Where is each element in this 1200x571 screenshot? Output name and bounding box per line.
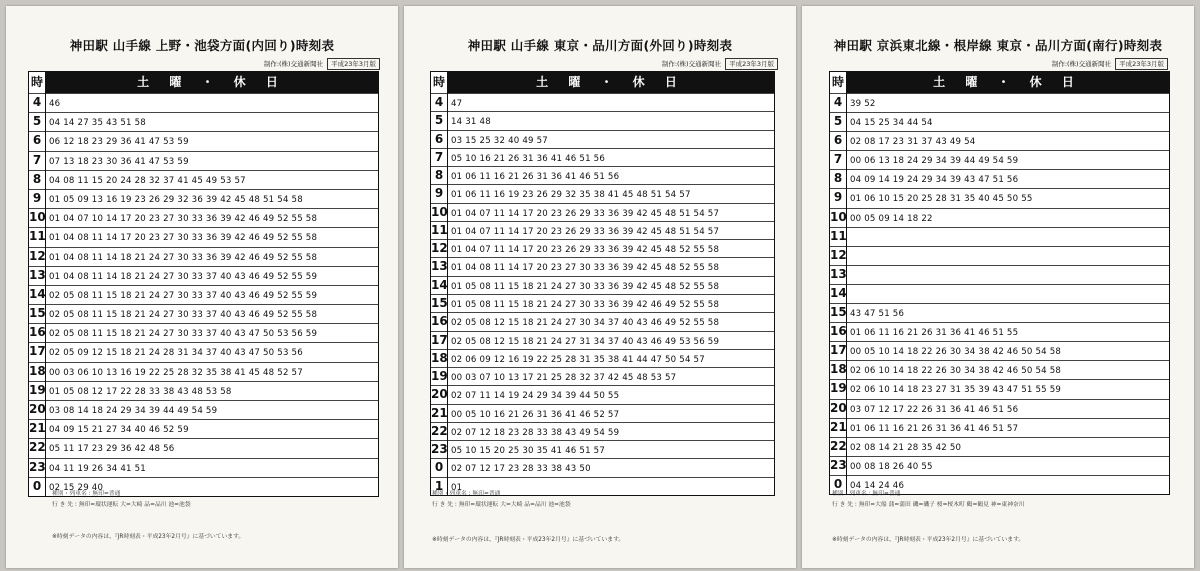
table-row (830, 131, 1169, 151)
hour-cell: 5 (431, 111, 448, 129)
hour-cell: 9 (431, 184, 448, 202)
legend (432, 489, 571, 511)
hour-cell: 19 (830, 379, 847, 398)
minutes-cell: 01 04 07 10 14 17 20 23 27 30 33 36 39 42 46 49 52 55 58 (49, 214, 318, 225)
minutes-cell: 05 10 16 21 26 31 36 41 46 51 56 (451, 153, 606, 164)
legend-destination: 行 き 先 : 無印=大船 蒲=蒲田 磯=磯子 桜=桜木町 鶴=鶴見 神=東神奈川 (832, 502, 1025, 508)
hour-cell: 13 (29, 266, 46, 285)
hour-cell: 20 (29, 400, 46, 419)
day-type-header: 土 曜 ・ 休 日 (137, 75, 286, 89)
table-row (431, 111, 774, 130)
table-row (431, 294, 774, 313)
hour-cell: 20 (830, 399, 847, 418)
hour-cell: 10 (431, 203, 448, 221)
table-header (29, 72, 378, 94)
hour-cell: 19 (29, 381, 46, 400)
minutes-cell: 46 (49, 99, 61, 109)
hour-cell: 4 (29, 93, 46, 112)
table-row (830, 246, 1169, 266)
timetable-grid (430, 71, 775, 496)
minutes-cell: 04 11 19 26 34 41 51 (49, 463, 146, 474)
minutes-cell (850, 284, 1169, 303)
hour-cell: 18 (29, 362, 46, 381)
table-row (29, 419, 378, 439)
hour-cell: 10 (830, 208, 847, 227)
hour-cell: 11 (431, 221, 448, 239)
table-row (29, 438, 378, 458)
hour-cell: 9 (29, 189, 46, 208)
hour-cell: 5 (29, 112, 46, 131)
hour-cell: 7 (830, 150, 847, 169)
hour-cell: 21 (830, 418, 847, 437)
minutes-cell: 00 03 07 10 13 17 21 25 28 32 37 42 45 48 53 57 (451, 373, 677, 384)
table-row (830, 150, 1169, 170)
minutes-cell: 04 15 25 34 44 54 (850, 118, 933, 129)
minutes-cell: 01 04 07 11 14 17 20 23 26 29 33 36 39 42 45 48 52 55 58 (451, 245, 720, 256)
maker-name: 制作:(株)交通新聞社 (263, 60, 324, 68)
table-row (830, 379, 1169, 399)
minutes-cell: 00 05 10 16 21 26 31 36 41 46 52 57 (451, 409, 620, 420)
minutes-cell: 02 08 14 21 28 35 42 50 (850, 442, 962, 453)
table-row (431, 440, 774, 459)
table-row (29, 381, 378, 401)
table-row (431, 422, 774, 441)
minutes-cell: 04 09 14 19 24 29 34 39 43 47 51 56 (850, 175, 1019, 186)
table-row (29, 189, 378, 209)
hour-cell: 5 (830, 112, 847, 131)
table-row (830, 208, 1169, 228)
hour-cell: 12 (830, 246, 847, 265)
hour-cell: 12 (29, 247, 46, 266)
table-row (29, 151, 378, 171)
timetable-sheet-keihin-tohoku (802, 6, 1194, 568)
maker-credit (662, 58, 778, 70)
minutes-cell: 00 05 10 14 18 22 26 30 34 38 42 46 50 54 58 (850, 347, 1062, 358)
table-row (830, 437, 1169, 457)
table-row (830, 284, 1169, 304)
minutes-cell: 02 05 08 11 15 18 21 24 27 30 33 37 40 43 46 49 52 55 58 (49, 310, 318, 321)
table-row (431, 93, 774, 112)
sheet-title: 神田駅 山手線 東京・品川方面(外回り)時刻表 (467, 38, 733, 53)
table-row (431, 458, 774, 477)
table-row (431, 221, 774, 240)
table-row (29, 400, 378, 420)
legend-destination: 行 き 先 : 無印=環状運転 大=大崎 品=品川 池=池袋 (52, 502, 191, 508)
hour-cell: 7 (29, 151, 46, 170)
table-row (431, 349, 774, 368)
hour-cell: 11 (830, 227, 847, 246)
minutes-cell: 02 05 08 12 15 18 21 24 27 31 34 37 40 43 46 49 53 56 59 (451, 336, 720, 347)
minutes-cell: 01 05 08 11 15 18 21 24 27 30 33 36 39 42 46 49 52 55 58 (451, 300, 720, 310)
hour-cell: 4 (431, 93, 448, 111)
table-row (830, 341, 1169, 361)
minutes-cell: 02 06 10 14 18 23 27 31 35 39 43 47 51 55 59 (850, 385, 1062, 396)
table-row (830, 360, 1169, 380)
minutes-cell: 00 03 06 10 13 16 19 22 25 28 32 35 38 41 45 48 52 57 (49, 367, 303, 378)
hour-cell: 17 (830, 341, 847, 360)
table-row (29, 227, 378, 247)
hour-cell: 6 (431, 130, 448, 148)
hour-cell: 22 (431, 422, 448, 440)
minutes-cell: 01 04 08 11 14 18 21 24 27 30 33 36 39 42 46 49 52 55 58 (49, 252, 318, 263)
legend-train-type: 種別・列車名 : 無印=普通 (832, 491, 901, 497)
hour-cell: 16 (29, 323, 46, 342)
hour-cell: 1 (431, 477, 448, 495)
hour-cell: 14 (830, 284, 847, 303)
hour-cell: 15 (431, 294, 448, 312)
hour-cell: 10 (29, 208, 46, 227)
minutes-cell: 04 08 11 15 20 24 28 32 37 41 45 49 53 57 (49, 175, 246, 186)
minutes-cell: 02 05 08 12 15 18 21 24 27 30 34 37 40 43 46 49 52 55 58 (451, 318, 720, 329)
minutes-cell: 01 05 09 13 16 19 23 26 29 32 36 39 42 45 48 51 54 58 (49, 194, 303, 205)
minutes-cell: 01 04 07 11 14 17 20 23 26 29 33 36 39 42 45 48 51 54 57 (451, 208, 720, 219)
hour-column-header: 時 (29, 72, 46, 93)
table-row (431, 166, 774, 185)
hour-cell: 23 (431, 440, 448, 458)
minutes-cell: 03 15 25 32 40 49 57 (451, 135, 548, 146)
table-row (29, 285, 378, 305)
minutes-cell: 01 06 11 16 19 23 26 29 32 35 38 41 45 48 51 54 57 (451, 190, 691, 201)
hour-cell: 11 (29, 227, 46, 246)
minutes-cell: 02 07 11 14 19 24 29 34 39 44 50 55 (451, 391, 620, 402)
minutes-cell: 02 08 17 23 31 37 43 49 54 (850, 137, 976, 148)
footnote: ※時刻データの内容は、『JR時刻表・平成23年2月号』に基づいています。 (432, 537, 625, 543)
table-row (830, 227, 1169, 247)
minutes-cell: 02 07 12 17 23 28 33 38 43 50 (451, 464, 591, 475)
maker-name: 制作:(株)交通新聞社 (1051, 60, 1112, 68)
edition-badge: 平成23年3月版 (327, 58, 380, 70)
minutes-cell: 14 31 48 (451, 117, 491, 128)
hour-cell: 18 (431, 349, 448, 367)
minutes-cell (850, 246, 1169, 265)
table-row (830, 456, 1169, 476)
minutes-cell: 01 06 10 15 20 25 28 31 35 40 45 50 55 (850, 194, 1033, 205)
hour-cell: 21 (29, 419, 46, 438)
table-row (29, 323, 378, 343)
hour-cell: 23 (29, 458, 46, 477)
hour-cell: 13 (431, 257, 448, 275)
table-row (431, 148, 774, 167)
table-row (830, 93, 1169, 113)
hour-cell: 22 (830, 437, 847, 456)
hour-column-header: 時 (431, 72, 448, 93)
minutes-cell: 05 11 17 23 29 36 42 48 56 (49, 444, 175, 455)
table-row (431, 331, 774, 350)
hour-cell: 12 (431, 239, 448, 257)
hour-cell: 7 (431, 148, 448, 166)
table-row (431, 257, 774, 276)
table-row (830, 303, 1169, 323)
minutes-cell: 01 06 11 16 21 26 31 36 41 46 51 57 (850, 423, 1019, 434)
minutes-cell: 02 06 10 14 18 22 26 30 34 38 42 46 50 54 58 (850, 366, 1062, 377)
minutes-cell: 01 04 07 11 14 17 20 23 26 29 33 36 39 42 45 48 51 54 57 (451, 226, 720, 237)
hour-cell: 16 (830, 322, 847, 341)
hour-cell: 15 (830, 303, 847, 322)
legend-destination: 行 き 先 : 無印=環状運転 大=大崎 品=品川 池=池袋 (432, 502, 571, 508)
legend-train-type: 種別・列車名 : 無印=普通 (52, 491, 121, 497)
timetable-grid (829, 71, 1170, 495)
minutes-cell: 02 05 08 11 15 18 21 24 27 30 33 37 40 43 46 49 52 55 59 (49, 290, 318, 301)
table-row (431, 385, 774, 404)
table-row (431, 312, 774, 331)
minutes-cell: 01 04 08 11 14 18 21 24 27 30 33 37 40 43 46 49 52 55 59 (49, 271, 318, 282)
table-row (830, 169, 1169, 189)
maker-credit (264, 58, 380, 70)
table-row (830, 322, 1169, 342)
minutes-cell: 39 52 (850, 99, 876, 109)
table-row (29, 458, 378, 478)
hour-cell: 20 (431, 385, 448, 403)
minutes-cell: 01 05 08 12 17 22 28 33 38 43 48 53 58 (49, 386, 232, 397)
minutes-cell (850, 227, 1169, 246)
table-row (431, 239, 774, 258)
table-row (29, 170, 378, 190)
sheet-title: 神田駅 山手線 上野・池袋方面(内回り)時刻表 (69, 38, 335, 53)
hour-cell: 15 (29, 304, 46, 323)
table-row (830, 265, 1169, 285)
hour-cell: 19 (431, 367, 448, 385)
legend (52, 489, 191, 511)
table-row (431, 367, 774, 386)
minutes-cell: 01 06 11 16 21 26 31 36 41 46 51 56 (451, 172, 620, 183)
day-type-header: 土 曜 ・ 休 日 (536, 75, 685, 89)
minutes-cell: 07 13 18 23 30 36 41 47 53 59 (49, 156, 189, 167)
hour-cell: 14 (431, 276, 448, 294)
sheet-title: 神田駅 京浜東北線・根岸線 東京・品川方面(南行)時刻表 (833, 38, 1163, 53)
table-header (431, 72, 774, 94)
maker-credit (1052, 58, 1168, 70)
hour-cell: 22 (29, 438, 46, 457)
hour-cell: 14 (29, 285, 46, 304)
table-row (431, 184, 774, 203)
timetable-sheet-yamanote-outer (404, 6, 796, 568)
hour-column-header: 時 (830, 72, 847, 93)
hour-cell: 16 (431, 312, 448, 330)
table-row (431, 203, 774, 222)
table-row (29, 93, 378, 113)
hour-cell: 21 (431, 404, 448, 422)
minutes-cell: 01 04 08 11 14 17 20 23 27 30 33 36 39 42 46 49 52 55 58 (49, 233, 318, 244)
table-row (431, 404, 774, 423)
table-row (29, 112, 378, 132)
table-row (29, 131, 378, 151)
table-row (29, 247, 378, 267)
timetable-grid (28, 71, 379, 497)
table-row (29, 304, 378, 324)
legend-train-type: 種別・列車名 : 無印=普通 (432, 491, 501, 497)
minutes-cell: 04 09 15 21 27 34 40 46 52 59 (49, 425, 189, 436)
hour-cell: 8 (431, 166, 448, 184)
minutes-cell: 00 05 09 14 18 22 (850, 213, 933, 224)
hour-cell: 17 (431, 331, 448, 349)
hour-cell: 6 (29, 131, 46, 150)
hour-cell: 18 (830, 360, 847, 379)
table-row (29, 208, 378, 228)
minutes-cell: 02 07 12 18 23 28 33 38 43 49 54 59 (451, 427, 620, 438)
table-row (830, 112, 1169, 132)
minutes-cell: 43 47 51 56 (850, 309, 905, 320)
table-row (431, 130, 774, 149)
edition-badge: 平成23年3月版 (725, 58, 778, 70)
edition-badge: 平成23年3月版 (1115, 58, 1168, 70)
minutes-cell: 02 05 08 11 15 18 21 24 27 30 33 37 40 43 47 50 53 56 59 (49, 329, 318, 340)
table-row (29, 266, 378, 286)
table-row (29, 362, 378, 382)
minutes-cell: 04 14 27 35 43 51 58 (49, 118, 146, 129)
hour-cell: 0 (830, 475, 847, 494)
hour-cell: 9 (830, 188, 847, 207)
minutes-cell: 01 04 08 11 14 17 20 23 27 30 33 36 39 42 45 48 52 55 58 (451, 263, 720, 274)
minutes-cell: 01 (451, 482, 463, 493)
maker-name: 制作:(株)交通新聞社 (661, 60, 722, 68)
table-row (830, 188, 1169, 208)
hour-cell: 6 (830, 131, 847, 150)
minutes-cell: 02 06 09 12 16 19 22 25 28 31 35 38 41 44 47 50 54 57 (451, 354, 705, 365)
minutes-cell: 02 15 29 40 (49, 482, 104, 493)
day-type-header: 土 曜 ・ 休 日 (933, 75, 1082, 89)
minutes-cell: 04 14 24 46 (850, 480, 905, 491)
table-header (830, 72, 1169, 94)
minutes-cell (850, 265, 1169, 284)
timetable-sheet-yamanote-inner (6, 6, 398, 568)
minutes-cell: 47 (451, 99, 463, 109)
table-row (29, 342, 378, 362)
legend (832, 489, 1025, 511)
footnote: ※時刻データの内容は、『JR時刻表・平成23年2月号』に基づいています。 (52, 534, 245, 540)
minutes-cell: 01 06 11 16 21 26 31 36 41 46 51 55 (850, 328, 1019, 339)
hour-cell: 4 (830, 93, 847, 112)
minutes-cell: 06 12 18 23 29 36 41 47 53 59 (49, 137, 189, 148)
table-row (830, 399, 1169, 419)
hour-cell: 0 (431, 458, 448, 476)
hour-cell: 8 (29, 170, 46, 189)
minutes-cell: 02 05 09 12 15 18 21 24 28 31 34 37 40 43 47 50 53 56 (49, 348, 303, 359)
hour-cell: 13 (830, 265, 847, 284)
hour-cell: 8 (830, 169, 847, 188)
minutes-cell: 00 08 18 26 40 55 (850, 461, 933, 472)
minutes-cell: 05 10 15 20 25 30 35 41 46 51 57 (451, 446, 606, 457)
table-row (830, 418, 1169, 438)
table-row (431, 276, 774, 295)
footnote: ※時刻データの内容は、『JR時刻表・平成23年2月号』に基づいています。 (832, 537, 1025, 543)
minutes-cell: 00 06 13 18 24 29 34 39 44 49 54 59 (850, 156, 1019, 167)
hour-cell: 23 (830, 456, 847, 475)
minutes-cell: 01 05 08 11 15 18 21 24 27 30 33 36 39 42 45 48 52 55 58 (451, 281, 720, 292)
minutes-cell: 03 07 12 17 22 26 31 36 41 46 51 56 (850, 404, 1019, 415)
hour-cell: 17 (29, 342, 46, 361)
hour-cell: 0 (29, 477, 46, 496)
minutes-cell: 03 08 14 18 24 29 34 39 44 49 54 59 (49, 406, 218, 417)
